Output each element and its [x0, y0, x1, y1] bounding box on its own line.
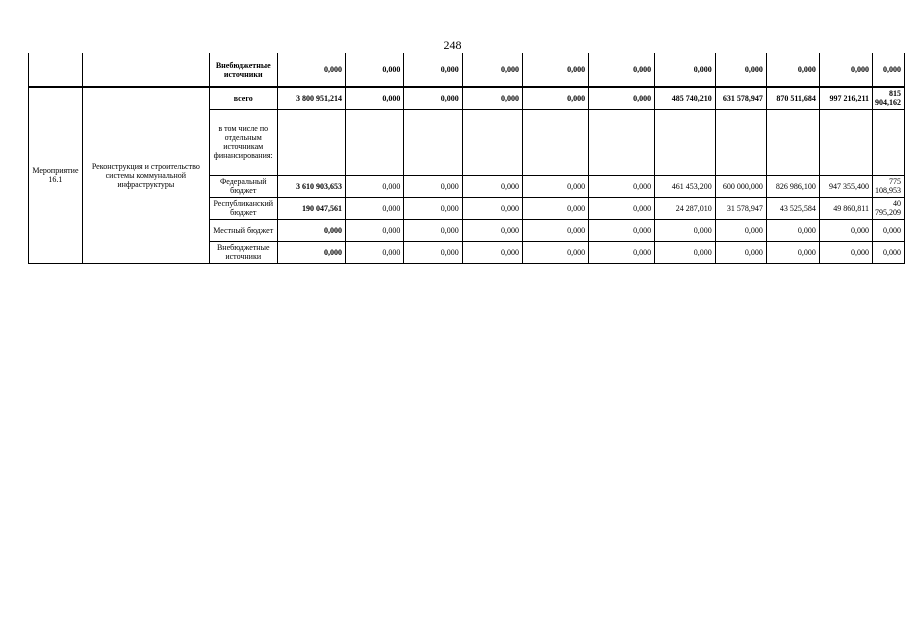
value-cell: 0,000	[345, 197, 403, 219]
value-cell: 0,000	[523, 197, 589, 219]
value-cell: 0,000	[404, 219, 462, 241]
value-cell: 40 795,209	[873, 197, 905, 219]
value-cell: 997 216,211	[819, 87, 872, 109]
value-cell: 0,000	[523, 241, 589, 263]
value-cell: 24 287,010	[655, 197, 716, 219]
value-cell: 775 108,953	[873, 175, 905, 197]
empty-cell	[82, 53, 209, 87]
value-cell: 0,000	[715, 219, 766, 241]
value-cell: 826 986,100	[766, 175, 819, 197]
source-label: Местный бюджет	[209, 219, 277, 241]
value-cell: 0,000	[819, 53, 872, 87]
value-cell: 49 860,811	[819, 197, 872, 219]
value-cell: 0,000	[345, 241, 403, 263]
value-cell: 43 525,584	[766, 197, 819, 219]
total-cell: 0,000	[277, 219, 345, 241]
total-cell: 3 800 951,214	[277, 87, 345, 109]
value-cell: 0,000	[462, 241, 522, 263]
event-name: Реконструкция и строительство системы коммунальной инфраструктуры	[82, 87, 209, 263]
including-label: в том числе по отдельным источникам финансирования:	[209, 109, 277, 175]
value-cell: 0,000	[345, 175, 403, 197]
source-label: Федеральный бюджет	[209, 175, 277, 197]
value-cell: 631 578,947	[715, 87, 766, 109]
value-cell: 0,000	[589, 87, 655, 109]
value-cell: 0,000	[873, 219, 905, 241]
source-label: Внебюджетные источники	[209, 241, 277, 263]
value-cell: 0,000	[462, 175, 522, 197]
value-cell: 0,000	[873, 241, 905, 263]
value-cell: 0,000	[462, 53, 522, 87]
value-cell: 0,000	[523, 87, 589, 109]
page-number: 248	[443, 38, 462, 52]
value-cell: 0,000	[715, 241, 766, 263]
source-label: Республиканский бюджет	[209, 197, 277, 219]
value-cell: 0,000	[655, 53, 716, 87]
empty-cell	[715, 109, 766, 175]
value-cell: 0,000	[462, 87, 522, 109]
value-cell: 0,000	[873, 53, 905, 87]
empty-cell	[404, 109, 462, 175]
event-code: Мероприятие 16.1	[29, 87, 83, 263]
value-cell: 0,000	[589, 219, 655, 241]
value-cell: 0,000	[404, 87, 462, 109]
empty-cell	[345, 109, 403, 175]
value-cell: 0,000	[345, 53, 403, 87]
source-label: всего	[209, 87, 277, 109]
value-cell: 461 453,200	[655, 175, 716, 197]
empty-cell	[873, 109, 905, 175]
value-cell: 0,000	[589, 241, 655, 263]
value-cell: 0,000	[404, 241, 462, 263]
value-cell: 0,000	[766, 53, 819, 87]
value-cell: 0,000	[523, 53, 589, 87]
empty-cell	[462, 109, 522, 175]
value-cell: 0,000	[766, 241, 819, 263]
value-cell: 0,000	[462, 219, 522, 241]
value-cell: 31 578,947	[715, 197, 766, 219]
table-row	[29, 87, 905, 109]
value-cell: 870 511,684	[766, 87, 819, 109]
total-cell: 0,000	[277, 53, 345, 87]
value-cell: 600 000,000	[715, 175, 766, 197]
value-cell: 0,000	[819, 241, 872, 263]
value-cell: 0,000	[404, 197, 462, 219]
source-label: Внебюджетные источники	[209, 53, 277, 87]
value-cell: 0,000	[462, 197, 522, 219]
value-cell: 0,000	[589, 53, 655, 87]
budget-table	[28, 53, 905, 264]
value-cell: 0,000	[715, 53, 766, 87]
value-cell: 0,000	[404, 53, 462, 87]
value-cell: 0,000	[819, 219, 872, 241]
value-cell: 0,000	[404, 175, 462, 197]
empty-cell	[523, 109, 589, 175]
value-cell: 0,000	[655, 219, 716, 241]
value-cell: 0,000	[589, 197, 655, 219]
value-cell: 947 355,400	[819, 175, 872, 197]
total-cell: 3 610 903,653	[277, 175, 345, 197]
value-cell: 0,000	[589, 175, 655, 197]
empty-cell	[589, 109, 655, 175]
value-cell: 0,000	[345, 219, 403, 241]
value-cell: 0,000	[523, 219, 589, 241]
value-cell: 485 740,210	[655, 87, 716, 109]
empty-cell	[277, 109, 345, 175]
empty-cell	[766, 109, 819, 175]
value-cell: 0,000	[655, 241, 716, 263]
table-row	[29, 53, 905, 87]
value-cell: 0,000	[523, 175, 589, 197]
total-cell: 0,000	[277, 241, 345, 263]
total-cell: 190 047,561	[277, 197, 345, 219]
value-cell: 0,000	[345, 87, 403, 109]
empty-cell	[819, 109, 872, 175]
empty-cell	[29, 53, 83, 87]
empty-cell	[655, 109, 716, 175]
value-cell: 0,000	[766, 219, 819, 241]
value-cell: 815 904,162	[873, 87, 905, 109]
